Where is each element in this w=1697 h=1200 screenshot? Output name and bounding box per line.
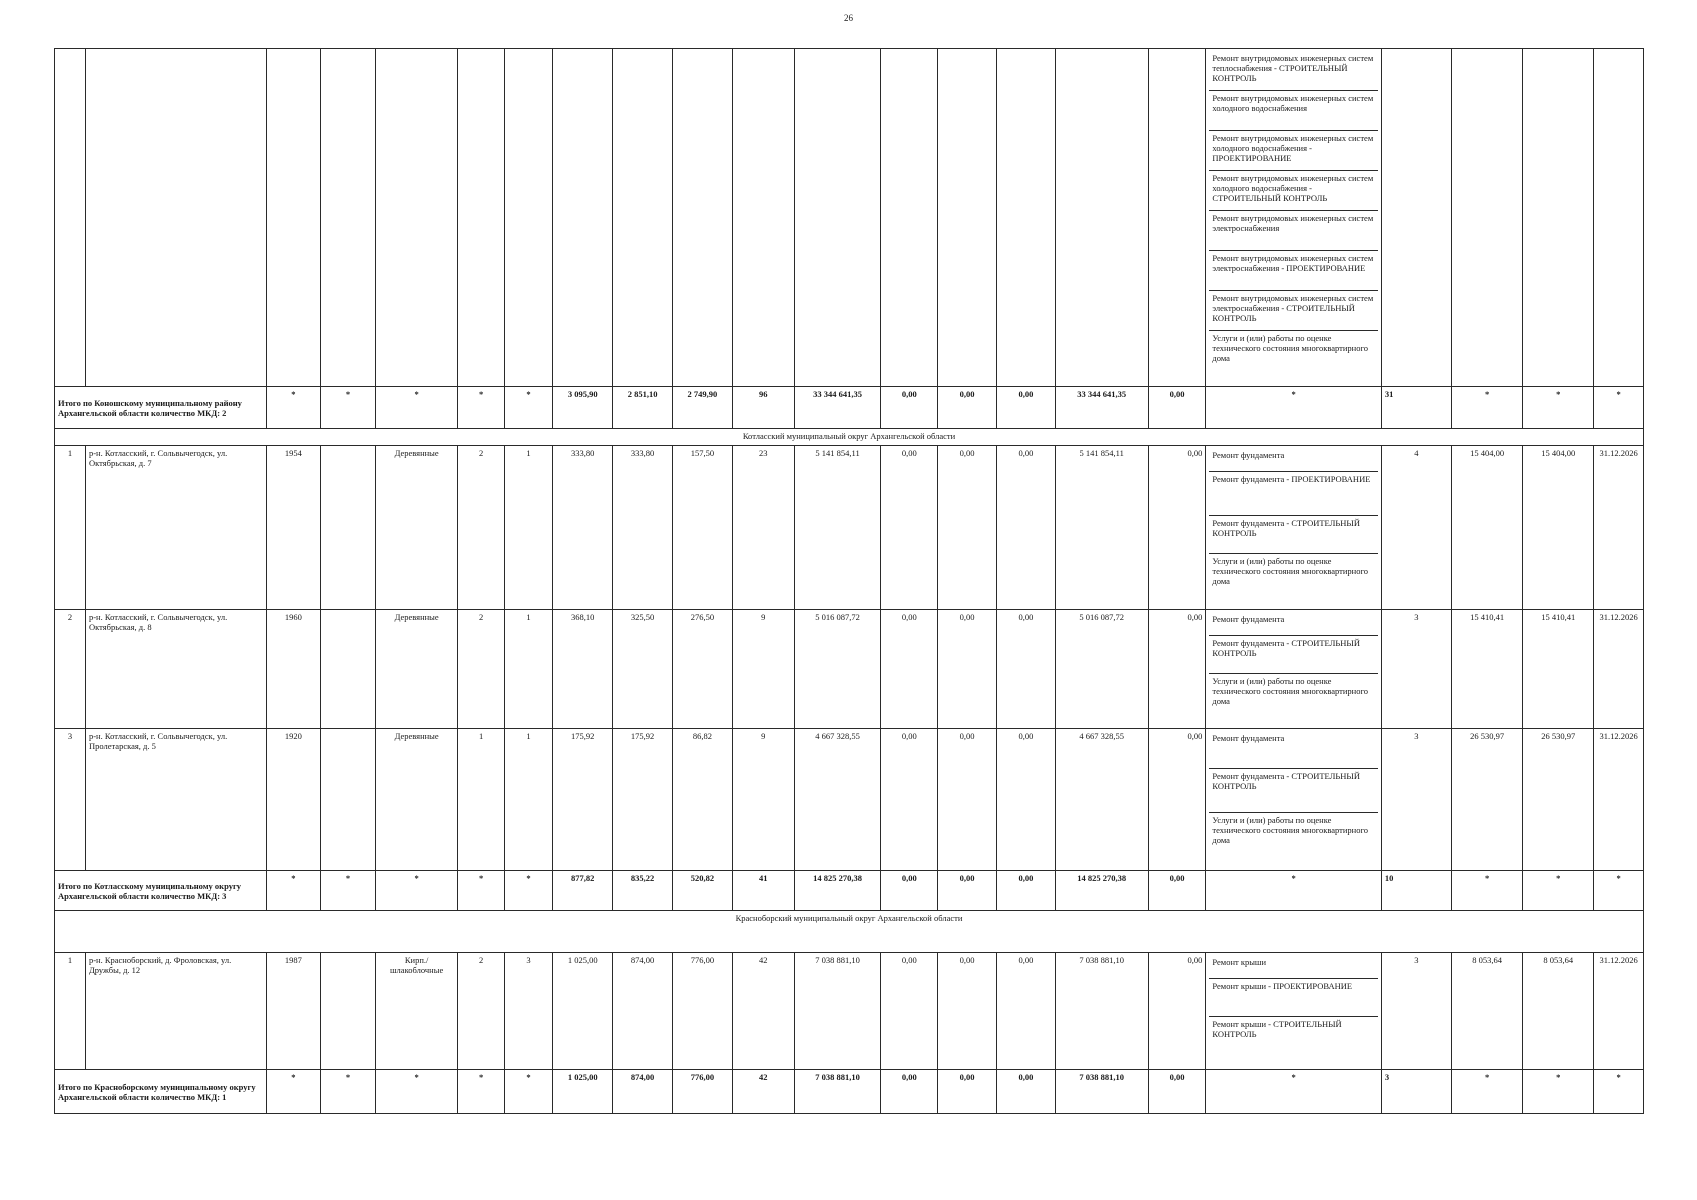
owners-funds: 14 825 270,38 bbox=[1055, 871, 1148, 911]
living-area: 86,82 bbox=[672, 729, 732, 871]
repair-cost: 5 141 854,11 bbox=[794, 446, 881, 610]
total-area: 1 025,00 bbox=[553, 953, 613, 1070]
krasnoborsk-total-row bbox=[55, 1070, 1644, 1114]
living-area: 2 749,90 bbox=[672, 387, 732, 429]
repair-cost: 5 016 087,72 bbox=[794, 610, 881, 729]
fund-3: 0,00 bbox=[996, 610, 1055, 729]
repair-cost: 33 344 641,35 bbox=[794, 387, 881, 429]
living-area: 157,50 bbox=[672, 446, 732, 610]
premises-area: 874,00 bbox=[613, 1070, 673, 1114]
table-row bbox=[55, 729, 1644, 871]
work-count: 10 bbox=[1381, 871, 1451, 911]
star: * bbox=[266, 871, 321, 911]
owners-funds: 5 016 087,72 bbox=[1055, 610, 1148, 729]
fund-1: 0,00 bbox=[881, 610, 938, 729]
premises-area: 333,80 bbox=[613, 446, 673, 610]
work-list bbox=[1209, 448, 1377, 607]
fund-1: 0,00 bbox=[881, 1070, 938, 1114]
star: * bbox=[1523, 387, 1594, 429]
work-count: 3 bbox=[1381, 953, 1451, 1070]
fund-3: 0,00 bbox=[996, 729, 1055, 871]
entrances: 1 bbox=[504, 610, 552, 729]
work-count: 3 bbox=[1381, 1070, 1451, 1114]
work-item: Ремонт внутридомовых инженерных систем холодного водоснабжения - ПРОЕКТИРОВАНИЕ bbox=[1209, 131, 1377, 171]
work-item: Услуги и (или) работы по оценке технического состояния многоквартирного дома bbox=[1212, 556, 1368, 586]
table-row bbox=[55, 446, 1644, 610]
row-number: 2 bbox=[55, 610, 86, 729]
work-item: Ремонт фундамента bbox=[1209, 731, 1377, 769]
work-count: 3 bbox=[1381, 729, 1451, 871]
total-area: 175,92 bbox=[553, 729, 613, 871]
total-area: 877,82 bbox=[553, 871, 613, 911]
completion-date: 31.12.2026 bbox=[1594, 953, 1644, 1070]
residents: 42 bbox=[732, 953, 794, 1070]
star: * bbox=[375, 1070, 458, 1114]
krasnoborsk-section-row bbox=[55, 911, 1644, 953]
total-area: 368,10 bbox=[553, 610, 613, 729]
row-number: 1 bbox=[55, 446, 86, 610]
star: * bbox=[1594, 1070, 1644, 1114]
floors: 2 bbox=[458, 446, 504, 610]
star: * bbox=[458, 871, 504, 911]
unit-cost: 15 410,41 bbox=[1451, 610, 1522, 729]
fund-2: 0,00 bbox=[938, 610, 997, 729]
owners-funds: 7 038 881,10 bbox=[1055, 1070, 1148, 1114]
star: * bbox=[321, 871, 376, 911]
fund-1: 0,00 bbox=[881, 871, 938, 911]
work-list bbox=[1209, 731, 1377, 868]
premises-area: 2 851,10 bbox=[613, 387, 673, 429]
other-funds: 0,00 bbox=[1148, 1070, 1206, 1114]
address: р-н. Котласский, г. Сольвычегодск, ул. Октябрьская, д. 8 bbox=[85, 610, 266, 729]
work-list bbox=[1209, 51, 1377, 384]
section-title: Котласский муниципальный округ Архангельской области bbox=[55, 429, 1644, 446]
star: * bbox=[266, 1070, 321, 1114]
year-built: 1954 bbox=[266, 446, 321, 610]
work-item: Ремонт фундамента bbox=[1209, 448, 1377, 472]
star: * bbox=[458, 1070, 504, 1114]
max-unit-cost: 15 410,41 bbox=[1523, 610, 1594, 729]
work-item: Ремонт фундамента - СТРОИТЕЛЬНЫЙ КОНТРОЛЬ bbox=[1209, 516, 1377, 554]
row-number: 3 bbox=[55, 729, 86, 871]
row-number: 1 bbox=[55, 953, 86, 1070]
fund-1: 0,00 bbox=[881, 387, 938, 429]
konosha-continuation-row bbox=[55, 49, 1644, 387]
owners-funds: 33 344 641,35 bbox=[1055, 387, 1148, 429]
star: * bbox=[375, 387, 458, 429]
work-item: Услуги и (или) работы по оценке технического состояния многоквартирного дома bbox=[1212, 333, 1368, 363]
fund-3: 0,00 bbox=[996, 387, 1055, 429]
other-funds: 0,00 bbox=[1148, 729, 1206, 871]
work-count: 3 bbox=[1381, 610, 1451, 729]
living-area: 776,00 bbox=[672, 953, 732, 1070]
work-item: Услуги и (или) работы по оценке технического состояния многоквартирного дома bbox=[1212, 676, 1368, 706]
residents: 23 bbox=[732, 446, 794, 610]
premises-area: 175,92 bbox=[613, 729, 673, 871]
star: * bbox=[1206, 387, 1381, 429]
wall-material: Деревянные bbox=[375, 729, 458, 871]
work-item: Ремонт фундамента bbox=[1209, 612, 1377, 636]
other-funds: 0,00 bbox=[1148, 953, 1206, 1070]
repair-cost: 7 038 881,10 bbox=[794, 953, 881, 1070]
star: * bbox=[1206, 1070, 1381, 1114]
repair-cost: 7 038 881,10 bbox=[794, 1070, 881, 1114]
star: * bbox=[1451, 387, 1522, 429]
table-row bbox=[55, 610, 1644, 729]
unit-cost: 26 530,97 bbox=[1451, 729, 1522, 871]
completion-date: 31.12.2026 bbox=[1594, 610, 1644, 729]
max-unit-cost: 26 530,97 bbox=[1523, 729, 1594, 871]
star: * bbox=[1594, 871, 1644, 911]
work-item: Ремонт внутридомовых инженерных систем теплоснабжения - СТРОИТЕЛЬНЫЙ КОНТРОЛЬ bbox=[1209, 51, 1377, 91]
other-funds: 0,00 bbox=[1148, 387, 1206, 429]
work-item: Услуги и (или) работы по оценке технического состояния многоквартирного дома bbox=[1212, 815, 1368, 845]
star: * bbox=[1451, 1070, 1522, 1114]
wall-material: Деревянные bbox=[375, 610, 458, 729]
fund-3: 0,00 bbox=[996, 871, 1055, 911]
page-number: 26 bbox=[844, 13, 853, 23]
repair-cost: 4 667 328,55 bbox=[794, 729, 881, 871]
year-built: 1987 bbox=[266, 953, 321, 1070]
work-count: 4 bbox=[1381, 446, 1451, 610]
floors: 1 bbox=[458, 729, 504, 871]
kotlas-section-row bbox=[55, 429, 1644, 446]
star: * bbox=[266, 387, 321, 429]
completion-date: 31.12.2026 bbox=[1594, 729, 1644, 871]
fund-3: 0,00 bbox=[996, 953, 1055, 1070]
work-item: Ремонт внутридомовых инженерных систем электроснабжения - ПРОЕКТИРОВАНИЕ bbox=[1209, 251, 1377, 291]
work-item: Ремонт крыши - ПРОЕКТИРОВАНИЕ bbox=[1209, 979, 1377, 1017]
fund-1: 0,00 bbox=[881, 953, 938, 1070]
total-area: 333,80 bbox=[553, 446, 613, 610]
total-area: 1 025,00 bbox=[553, 1070, 613, 1114]
living-area: 776,00 bbox=[672, 1070, 732, 1114]
entrances: 3 bbox=[504, 953, 552, 1070]
floors: 2 bbox=[458, 610, 504, 729]
capital-repair-register-table bbox=[54, 48, 1644, 1114]
work-count: 31 bbox=[1381, 387, 1451, 429]
star: * bbox=[1594, 387, 1644, 429]
star: * bbox=[321, 1070, 376, 1114]
repair-cost: 14 825 270,38 bbox=[794, 871, 881, 911]
total-label: Итого по Котласскому муниципальному округу Архангельской области количество МКД: 3 bbox=[55, 871, 267, 911]
premises-area: 835,22 bbox=[613, 871, 673, 911]
work-list bbox=[1209, 955, 1377, 1067]
residents: 96 bbox=[732, 387, 794, 429]
entrances: 1 bbox=[504, 446, 552, 610]
year-built: 1960 bbox=[266, 610, 321, 729]
fund-1: 0,00 bbox=[881, 729, 938, 871]
konosha-total-row bbox=[55, 387, 1644, 429]
residents: 9 bbox=[732, 729, 794, 871]
fund-3: 0,00 bbox=[996, 446, 1055, 610]
premises-area: 874,00 bbox=[613, 953, 673, 1070]
fund-1: 0,00 bbox=[881, 446, 938, 610]
star: * bbox=[1523, 871, 1594, 911]
star: * bbox=[504, 1070, 552, 1114]
max-unit-cost: 15 404,00 bbox=[1523, 446, 1594, 610]
star: * bbox=[321, 387, 376, 429]
star: * bbox=[1206, 871, 1381, 911]
living-area: 276,50 bbox=[672, 610, 732, 729]
owners-funds: 4 667 328,55 bbox=[1055, 729, 1148, 871]
star: * bbox=[1523, 1070, 1594, 1114]
completion-date: 31.12.2026 bbox=[1594, 446, 1644, 610]
fund-2: 0,00 bbox=[938, 871, 997, 911]
fund-2: 0,00 bbox=[938, 729, 997, 871]
max-unit-cost: 8 053,64 bbox=[1523, 953, 1594, 1070]
work-list bbox=[1209, 612, 1377, 726]
total-area: 3 095,90 bbox=[553, 387, 613, 429]
address: р-н. Котласский, г. Сольвычегодск, ул. Пролетарская, д. 5 bbox=[85, 729, 266, 871]
fund-2: 0,00 bbox=[938, 1070, 997, 1114]
work-item: Ремонт крыши - СТРОИТЕЛЬНЫЙ КОНТРОЛЬ bbox=[1212, 1019, 1342, 1039]
year-built: 1920 bbox=[266, 729, 321, 871]
residents: 41 bbox=[732, 871, 794, 911]
residents: 9 bbox=[732, 610, 794, 729]
premises-area: 325,50 bbox=[613, 610, 673, 729]
section-title: Красноборский муниципальный округ Архангельской области bbox=[55, 911, 1644, 953]
star: * bbox=[375, 871, 458, 911]
address: р-н. Котласский, г. Сольвычегодск, ул. Октябрьская, д. 7 bbox=[85, 446, 266, 610]
work-item: Ремонт внутридомовых инженерных систем холодного водоснабжения bbox=[1209, 91, 1377, 131]
living-area: 520,82 bbox=[672, 871, 732, 911]
work-item: Ремонт внутридомовых инженерных систем электроснабжения - СТРОИТЕЛЬНЫЙ КОНТРОЛЬ bbox=[1209, 291, 1377, 331]
total-label: Итого по Красноборскому муниципальному округу Архангельской области количество МКД: 1 bbox=[55, 1070, 267, 1114]
total-label: Итого по Коношскому муниципальному району Архангельской области количество МКД: 2 bbox=[55, 387, 267, 429]
fund-3: 0,00 bbox=[996, 1070, 1055, 1114]
owners-funds: 5 141 854,11 bbox=[1055, 446, 1148, 610]
fund-2: 0,00 bbox=[938, 387, 997, 429]
address: р-н. Красноборский, д. Фроловская, ул. Дружбы, д. 12 bbox=[85, 953, 266, 1070]
residents: 42 bbox=[732, 1070, 794, 1114]
fund-2: 0,00 bbox=[938, 446, 997, 610]
star: * bbox=[504, 871, 552, 911]
kotlas-total-row bbox=[55, 871, 1644, 911]
work-item: Ремонт фундамента - СТРОИТЕЛЬНЫЙ КОНТРОЛЬ bbox=[1209, 636, 1377, 674]
unit-cost: 15 404,00 bbox=[1451, 446, 1522, 610]
work-item: Ремонт фундамента - СТРОИТЕЛЬНЫЙ КОНТРОЛЬ bbox=[1209, 769, 1377, 813]
other-funds: 0,00 bbox=[1148, 446, 1206, 610]
owners-funds: 7 038 881,10 bbox=[1055, 953, 1148, 1070]
entrances: 1 bbox=[504, 729, 552, 871]
star: * bbox=[1451, 871, 1522, 911]
work-item: Ремонт внутридомовых инженерных систем холодного водоснабжения - СТРОИТЕЛЬНЫЙ КОНТРОЛЬ bbox=[1209, 171, 1377, 211]
work-item: Ремонт крыши bbox=[1209, 955, 1377, 979]
work-item: Ремонт внутридомовых инженерных систем электроснабжения bbox=[1209, 211, 1377, 251]
wall-material: Кирп./ шлакоблочные bbox=[375, 953, 458, 1070]
wall-material: Деревянные bbox=[375, 446, 458, 610]
star: * bbox=[504, 387, 552, 429]
other-funds: 0,00 bbox=[1148, 610, 1206, 729]
work-item: Ремонт фундамента - ПРОЕКТИРОВАНИЕ bbox=[1209, 472, 1377, 516]
unit-cost: 8 053,64 bbox=[1451, 953, 1522, 1070]
fund-2: 0,00 bbox=[938, 953, 997, 1070]
star: * bbox=[458, 387, 504, 429]
table-row bbox=[55, 953, 1644, 1070]
other-funds: 0,00 bbox=[1148, 871, 1206, 911]
floors: 2 bbox=[458, 953, 504, 1070]
